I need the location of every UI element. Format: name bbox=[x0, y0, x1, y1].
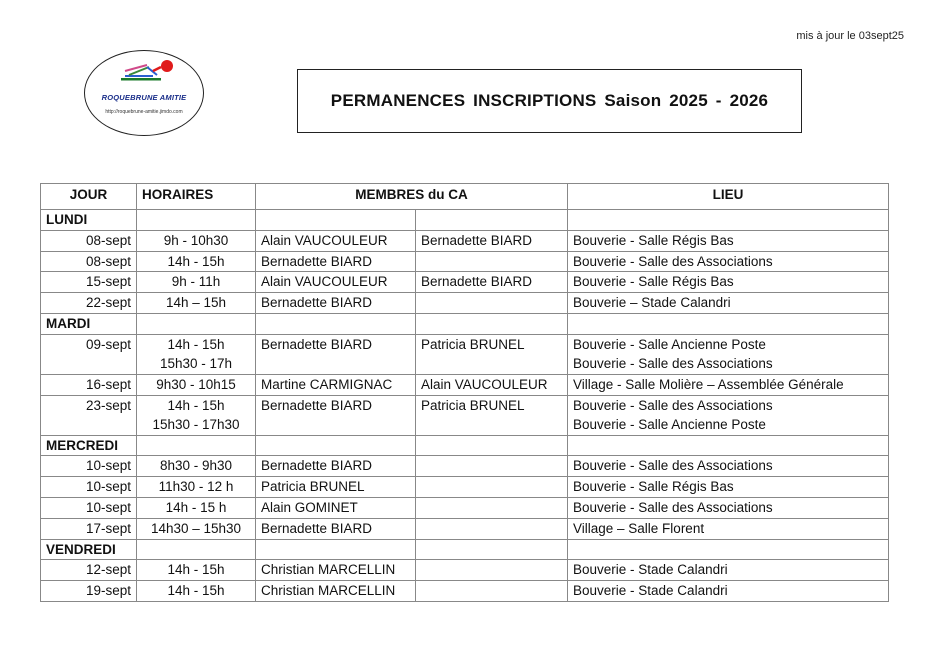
hours-cell bbox=[137, 230, 256, 251]
header-hours: HORAIRES bbox=[137, 184, 256, 210]
empty-cell bbox=[137, 539, 256, 560]
day-section-row bbox=[41, 539, 889, 560]
day-label: MARDI bbox=[41, 313, 137, 334]
hours-cell bbox=[137, 497, 256, 518]
empty-cell bbox=[416, 313, 568, 334]
member-1-cell bbox=[256, 272, 416, 293]
hours-cell-text-2: 15h30 - 17h bbox=[159, 356, 233, 372]
member-2-cell bbox=[416, 251, 568, 272]
place-cell bbox=[568, 456, 889, 477]
hours-cell bbox=[137, 477, 256, 498]
member-1-cell bbox=[256, 230, 416, 251]
member-1-cell bbox=[256, 334, 416, 374]
member-1-cell-text: Christian MARCELLIN bbox=[261, 562, 396, 578]
member-1-cell-text: Bernadette BIARD bbox=[261, 520, 373, 536]
member-2-cell bbox=[416, 497, 568, 518]
hours-cell-text: 9h - 10h30 bbox=[163, 232, 229, 248]
place-cell-text: Bouverie – Stade Calandri bbox=[573, 295, 731, 311]
date-cell bbox=[41, 334, 137, 374]
member-2-cell bbox=[416, 560, 568, 581]
hours-cell-text: 14h - 15h bbox=[167, 583, 225, 599]
place-cell bbox=[568, 395, 889, 435]
place-cell-text-2: Bouverie - Salle Ancienne Poste bbox=[573, 417, 766, 433]
place-cell bbox=[568, 251, 889, 272]
day-section-row bbox=[41, 435, 889, 456]
date-cell bbox=[41, 518, 137, 539]
table-row bbox=[41, 230, 889, 251]
date-cell bbox=[41, 395, 137, 435]
member-1-cell-text: Alain VAUCOULEUR bbox=[261, 274, 388, 290]
member-1-cell-text: Bernadette BIARD bbox=[261, 336, 373, 352]
table-header-row bbox=[41, 184, 889, 210]
empty-cell bbox=[137, 435, 256, 456]
day-section-row bbox=[41, 313, 889, 334]
member-2-cell bbox=[416, 374, 568, 395]
member-1-cell bbox=[256, 293, 416, 314]
hours-cell bbox=[137, 395, 256, 435]
member-1-cell-text: Alain VAUCOULEUR bbox=[261, 232, 388, 248]
table-row bbox=[41, 251, 889, 272]
table-row bbox=[41, 374, 889, 395]
member-2-cell bbox=[416, 477, 568, 498]
empty-cell bbox=[568, 435, 889, 456]
date-cell bbox=[41, 272, 137, 293]
hours-cell bbox=[137, 581, 256, 602]
empty-cell bbox=[416, 210, 568, 231]
member-1-cell bbox=[256, 374, 416, 395]
hours-cell bbox=[137, 251, 256, 272]
place-cell-text: Bouverie - Salle Régis Bas bbox=[573, 232, 734, 248]
member-1-cell-text: Bernadette BIARD bbox=[261, 458, 373, 474]
place-cell-text: Bouverie - Salle des Associations bbox=[573, 397, 773, 413]
date-cell bbox=[41, 456, 137, 477]
empty-cell bbox=[256, 210, 416, 231]
member-1-cell-text: Christian MARCELLIN bbox=[261, 583, 396, 599]
table-row bbox=[41, 581, 889, 602]
empty-cell bbox=[568, 313, 889, 334]
date-cell-text: 10-sept bbox=[85, 458, 131, 474]
date-cell-text: 17-sept bbox=[85, 520, 131, 536]
place-cell bbox=[568, 518, 889, 539]
hours-cell bbox=[137, 560, 256, 581]
member-1-cell bbox=[256, 477, 416, 498]
place-cell bbox=[568, 560, 889, 581]
place-cell-text: Bouverie - Salle des Associations bbox=[573, 499, 773, 515]
hours-cell bbox=[137, 456, 256, 477]
hours-cell-text: 9h - 11h bbox=[171, 274, 221, 290]
place-cell bbox=[568, 497, 889, 518]
member-2-cell bbox=[416, 518, 568, 539]
member-1-cell bbox=[256, 560, 416, 581]
date-cell-text: 10-sept bbox=[85, 499, 131, 515]
member-2-cell bbox=[416, 272, 568, 293]
member-1-cell-text: Bernadette BIARD bbox=[261, 295, 373, 311]
place-cell bbox=[568, 272, 889, 293]
place-cell-text: Bouverie - Salle Régis Bas bbox=[573, 479, 734, 495]
schedule-table bbox=[40, 183, 889, 602]
empty-cell bbox=[256, 539, 416, 560]
day-label: MERCREDI bbox=[41, 435, 137, 456]
date-cell bbox=[41, 477, 137, 498]
member-2-cell-text: Patricia BRUNEL bbox=[421, 336, 525, 352]
member-2-cell-text: Bernadette BIARD bbox=[421, 274, 533, 290]
page-title-box bbox=[297, 69, 802, 133]
page-title: PERMANENCES INSCRIPTIONS Saison 2025 - 2026 bbox=[330, 91, 769, 110]
hours-cell-text: 14h30 – 15h30 bbox=[150, 520, 242, 536]
header-place: LIEU bbox=[568, 184, 889, 210]
table-row bbox=[41, 293, 889, 314]
member-1-cell bbox=[256, 581, 416, 602]
place-cell bbox=[568, 374, 889, 395]
date-cell bbox=[41, 497, 137, 518]
member-2-cell-text: Bernadette BIARD bbox=[421, 232, 533, 248]
table-row bbox=[41, 518, 889, 539]
place-cell-text: Village – Salle Florent bbox=[573, 520, 705, 536]
table-row bbox=[41, 272, 889, 293]
date-cell-text: 10-sept bbox=[85, 479, 131, 495]
empty-cell bbox=[416, 435, 568, 456]
hours-cell bbox=[137, 374, 256, 395]
member-2-cell bbox=[416, 581, 568, 602]
hours-cell-text: 14h – 15h bbox=[165, 295, 227, 311]
place-cell-text: Bouverie - Salle Régis Bas bbox=[573, 274, 734, 290]
member-1-cell-text: Martine CARMIGNAC bbox=[261, 376, 393, 392]
table-row bbox=[41, 477, 889, 498]
place-cell-text-2: Bouverie - Salle des Associations bbox=[573, 356, 773, 372]
empty-cell bbox=[256, 435, 416, 456]
empty-cell bbox=[568, 210, 889, 231]
empty-cell bbox=[256, 313, 416, 334]
empty-cell bbox=[137, 210, 256, 231]
empty-cell bbox=[137, 313, 256, 334]
date-cell bbox=[41, 293, 137, 314]
place-cell bbox=[568, 230, 889, 251]
logo-url: http://roquebrune-amitie.jimdo.com bbox=[105, 109, 183, 115]
member-1-cell-text: Bernadette BIARD bbox=[261, 253, 373, 269]
date-cell-text: 15-sept bbox=[85, 274, 131, 290]
date-cell-text: 08-sept bbox=[85, 253, 131, 269]
member-1-cell bbox=[256, 456, 416, 477]
date-cell-text: 19-sept bbox=[85, 583, 131, 599]
hours-cell-text: 14h - 15h bbox=[167, 253, 225, 269]
place-cell-text: Bouverie - Salle des Associations bbox=[573, 253, 773, 269]
member-1-cell bbox=[256, 497, 416, 518]
member-2-cell bbox=[416, 230, 568, 251]
empty-cell bbox=[568, 539, 889, 560]
table-row bbox=[41, 560, 889, 581]
member-2-cell bbox=[416, 456, 568, 477]
day-label: LUNDI bbox=[41, 210, 137, 231]
hours-cell-text: 14h - 15h bbox=[167, 336, 225, 352]
header-members: MEMBRES du CA bbox=[256, 184, 568, 210]
date-cell bbox=[41, 230, 137, 251]
date-cell bbox=[41, 560, 137, 581]
place-cell-text: Bouverie - Salle Ancienne Poste bbox=[573, 336, 766, 352]
date-cell bbox=[41, 581, 137, 602]
updated-note: mis à jour le 03sept25 bbox=[796, 30, 904, 42]
club-logo bbox=[84, 50, 204, 136]
date-cell bbox=[41, 374, 137, 395]
member-1-cell-text: Patricia BRUNEL bbox=[261, 479, 365, 495]
member-2-cell bbox=[416, 395, 568, 435]
member-2-cell-text: Patricia BRUNEL bbox=[421, 397, 525, 413]
hours-cell-text: 11h30 - 12 h bbox=[158, 479, 234, 495]
header-day: JOUR bbox=[41, 184, 137, 210]
date-cell-text: 12-sept bbox=[85, 562, 131, 578]
logo-name: ROQUEBRUNE AMITIE bbox=[101, 93, 187, 102]
place-cell bbox=[568, 293, 889, 314]
table-row bbox=[41, 456, 889, 477]
date-cell-text: 22-sept bbox=[85, 295, 131, 311]
member-1-cell bbox=[256, 395, 416, 435]
hours-cell bbox=[137, 518, 256, 539]
empty-cell bbox=[416, 539, 568, 560]
place-cell-text: Village - Salle Molière – Assemblée Générale bbox=[573, 376, 844, 392]
place-cell-text: Bouverie - Stade Calandri bbox=[573, 583, 728, 599]
hours-cell-text: 14h - 15h bbox=[167, 397, 225, 413]
hours-cell bbox=[137, 293, 256, 314]
place-cell-text: Bouverie - Stade Calandri bbox=[573, 562, 728, 578]
member-1-cell-text: Alain GOMINET bbox=[261, 499, 358, 515]
day-label: VENDREDI bbox=[41, 539, 137, 560]
table-row bbox=[41, 395, 889, 435]
date-cell bbox=[41, 251, 137, 272]
member-2-cell bbox=[416, 293, 568, 314]
hours-cell bbox=[137, 334, 256, 374]
place-cell-text: Bouverie - Salle des Associations bbox=[573, 458, 773, 474]
date-cell-text: 16-sept bbox=[85, 376, 131, 392]
place-cell bbox=[568, 334, 889, 374]
date-cell-text: 08-sept bbox=[85, 232, 131, 248]
table-row bbox=[41, 334, 889, 374]
date-cell-text: 23-sept bbox=[85, 397, 131, 413]
place-cell bbox=[568, 477, 889, 498]
hours-cell-text: 14h - 15 h bbox=[165, 499, 227, 515]
member-1-cell bbox=[256, 251, 416, 272]
table-row bbox=[41, 497, 889, 518]
hours-cell-text: 9h30 - 10h15 bbox=[156, 376, 236, 392]
day-section-row bbox=[41, 210, 889, 231]
place-cell bbox=[568, 581, 889, 602]
date-cell-text: 09-sept bbox=[85, 336, 131, 352]
hours-cell-text: 14h - 15h bbox=[167, 562, 225, 578]
member-1-cell-text: Bernadette BIARD bbox=[261, 397, 373, 413]
hours-cell-text-2: 15h30 - 17h30 bbox=[152, 417, 240, 433]
hours-cell bbox=[137, 272, 256, 293]
member-1-cell bbox=[256, 518, 416, 539]
member-2-cell-text: Alain VAUCOULEUR bbox=[421, 376, 548, 392]
member-2-cell bbox=[416, 334, 568, 374]
hours-cell-text: 8h30 - 9h30 bbox=[159, 458, 233, 474]
